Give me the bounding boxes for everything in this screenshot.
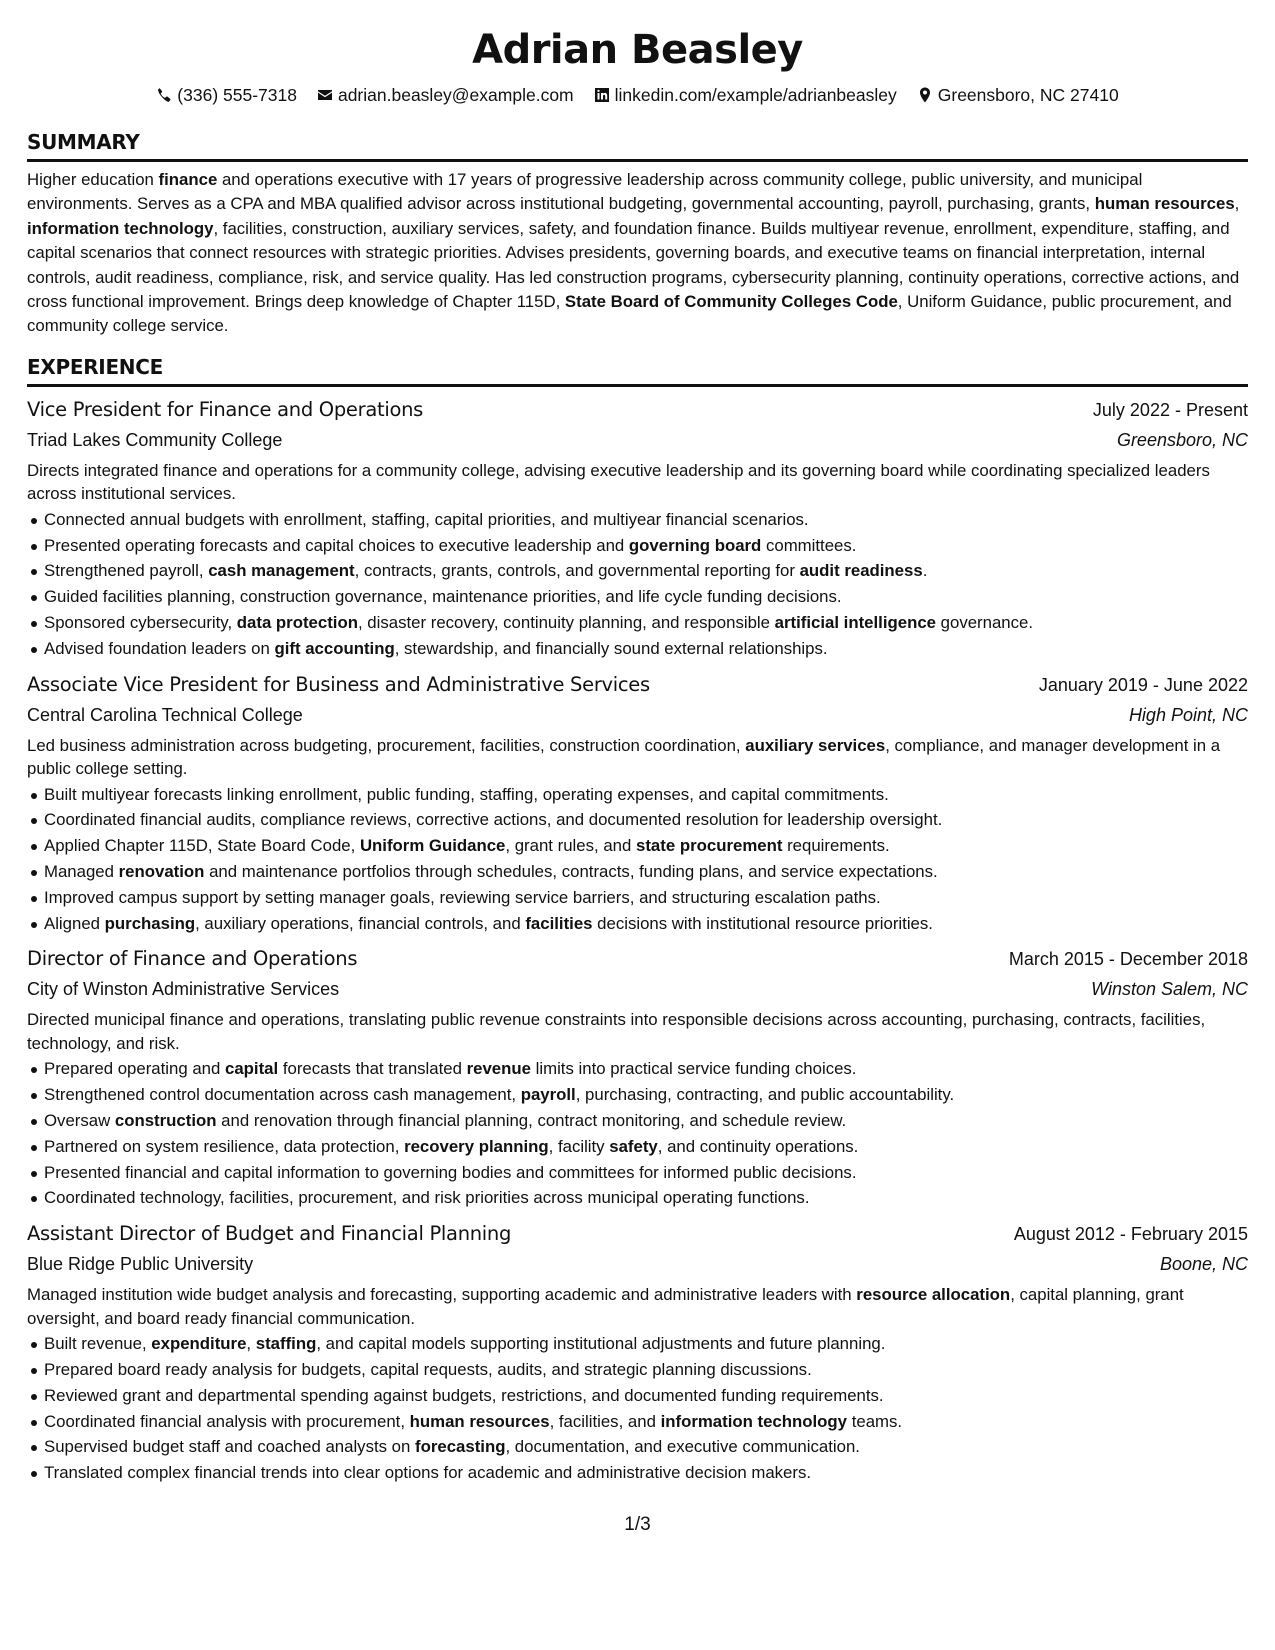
job-title: Vice President for Finance and Operations bbox=[27, 397, 424, 421]
bullet-item: Presented operating forecasts and capital choices to executive leadership and governing board committees. bbox=[27, 533, 1248, 559]
page-indicator: 1/3 bbox=[624, 1514, 651, 1535]
job-bullets bbox=[27, 782, 1248, 937]
job-title: Director of Finance and Operations bbox=[27, 947, 358, 971]
map-pin-icon bbox=[917, 87, 933, 103]
keyword-emphasis: safety bbox=[609, 1136, 658, 1156]
summary-paragraph: Higher education finance and operations executive with 17 years of progressive leadership across community college, public university, and municipal environments. Serves as a CPA and MBA qualified advisor across institutional budgeting, governmental accounting, payroll, purchasing, grants, human resources, information technology, facilities, construction, auxiliary services, safety, and foundation finance. Builds multiyear revenue, enrollment, expenditure, staffing, and capital scenarios that connect resources with strategic priorities. Advises presidents, governing boards, and executive teams on financial interpretation, internal controls, audit readiness, compliance, risk, and service quality. Has led construction programs, cybersecurity planning, continuity operations, corrective actions, and cross functional improvement. Brings deep knowledge of Chapter 115D, State Board of Community Colleges Code, Uniform Guidance, public procurement, and community college service. bbox=[27, 170, 1240, 336]
keyword-emphasis: information technology bbox=[660, 1411, 848, 1431]
keyword-emphasis: purchasing bbox=[104, 913, 196, 933]
bullet-item: Presented financial and capital information to governing bodies and committees for informed public decisions. bbox=[27, 1160, 1248, 1186]
bullet-item: Strengthened payroll, cash management, contracts, grants, controls, and governmental reporting for audit readiness. bbox=[27, 558, 1248, 584]
envelope-icon bbox=[317, 87, 333, 103]
keyword-emphasis: revenue bbox=[466, 1059, 531, 1079]
bullet-item: Supervised budget staff and coached analysts on forecasting, documentation, and executive communication. bbox=[27, 1434, 1248, 1460]
keyword-emphasis: payroll bbox=[520, 1085, 576, 1105]
keyword-emphasis: capital bbox=[225, 1059, 279, 1079]
job-header bbox=[27, 395, 1248, 425]
location-text: Greensboro, NC 27410 bbox=[937, 85, 1119, 105]
job-location: Boone, NC bbox=[1159, 1254, 1248, 1275]
job-bullets bbox=[27, 1056, 1248, 1211]
job-entry bbox=[27, 1219, 1248, 1486]
keyword-emphasis: audit readiness bbox=[799, 561, 923, 581]
bullet-item: Managed renovation and maintenance portfolios through schedules, contracts, funding plans, and service expectations. bbox=[27, 859, 1248, 885]
bullet-item: Prepared operating and capital forecasts that translated revenue limits into practical service funding choices. bbox=[27, 1056, 1248, 1082]
job-header bbox=[27, 670, 1248, 700]
bullet-item: Guided facilities planning, construction governance, maintenance priorities, and life cycle funding decisions. bbox=[27, 584, 1248, 610]
keyword-emphasis: renovation bbox=[118, 862, 205, 882]
bullet-item: Oversaw construction and renovation through financial planning, contract monitoring, and schedule review. bbox=[27, 1108, 1248, 1134]
bullet-item: Connected annual budgets with enrollment, staffing, capital priorities, and multiyear financial scenarios. bbox=[27, 507, 1248, 533]
bullet-item: Partnered on system resilience, data protection, recovery planning, facility safety, and continuity operations. bbox=[27, 1134, 1248, 1160]
bullet-item: Translated complex financial trends into clear options for academic and administrative decision makers. bbox=[27, 1460, 1248, 1486]
keyword-emphasis: facilities bbox=[525, 913, 593, 933]
keyword-emphasis: human resources bbox=[409, 1411, 550, 1431]
bullet-item: Advised foundation leaders on gift accounting, stewardship, and financially sound external relationships. bbox=[27, 636, 1248, 662]
keyword-emphasis: Uniform Guidance bbox=[359, 836, 506, 856]
phone-icon bbox=[156, 87, 172, 103]
job-bullets bbox=[27, 1331, 1248, 1486]
contact-phone bbox=[156, 82, 297, 108]
keyword-emphasis: finance bbox=[158, 170, 218, 189]
job-bullets bbox=[27, 507, 1248, 662]
job-header bbox=[27, 1219, 1248, 1249]
keyword-emphasis: forecasting bbox=[415, 1437, 506, 1457]
phone-text: (336) 555-7318 bbox=[177, 85, 297, 105]
bullet-item: Applied Chapter 115D, State Board Code, Uniform Guidance, grant rules, and state procurement requirements. bbox=[27, 833, 1248, 859]
job-subheader bbox=[27, 1249, 1248, 1279]
job-organization: Triad Lakes Community College bbox=[27, 429, 283, 450]
bullet-item: Built revenue, expenditure, staffing, and capital models supporting institutional adjustments and future planning. bbox=[27, 1331, 1248, 1357]
job-header bbox=[27, 944, 1248, 974]
bullet-item: Strengthened control documentation across cash management, payroll, purchasing, contracting, and public accountability. bbox=[27, 1082, 1248, 1108]
bullet-item: Sponsored cybersecurity, data protection, disaster recovery, continuity planning, and responsible artificial intelligence governance. bbox=[27, 610, 1248, 636]
job-location: Greensboro, NC bbox=[1116, 429, 1248, 450]
linkedin-icon bbox=[594, 87, 610, 103]
job-subheader bbox=[27, 700, 1248, 730]
contact-bar bbox=[27, 82, 1248, 108]
job-description: Directs integrated finance and operations for a community college, advising executive leadership and its governing board while coordinating specialized leaders across institutional services. bbox=[27, 460, 1210, 504]
job-description: Directed municipal finance and operations, translating public revenue constraints into responsible decisions across accounting, purchasing, contracts, facilities, technology, and risk. bbox=[27, 1010, 1206, 1053]
bullet-item: Prepared board ready analysis for budgets, capital requests, audits, and strategic planning discussions. bbox=[27, 1357, 1248, 1383]
job-description: Led business administration across budgeting, procurement, facilities, construction coordination, auxiliary services, compliance, and manager development in a public college setting. bbox=[27, 735, 1221, 779]
job-entry bbox=[27, 944, 1248, 1211]
keyword-emphasis: expenditure bbox=[151, 1334, 247, 1354]
job-dates: August 2012 - February 2015 bbox=[1013, 1224, 1248, 1245]
keyword-emphasis: auxiliary services bbox=[745, 735, 886, 755]
bullet-item: Aligned purchasing, auxiliary operations, financial controls, and facilities decisions with institutional resource priorities. bbox=[27, 911, 1248, 937]
job-subheader bbox=[27, 974, 1248, 1004]
keyword-emphasis: human resources bbox=[1094, 194, 1235, 214]
keyword-emphasis: state procurement bbox=[636, 836, 783, 856]
email-text: adrian.beasley@example.com bbox=[337, 85, 574, 105]
candidate-name: Adrian Beasley bbox=[472, 27, 803, 73]
bullet-item: Reviewed grant and departmental spending against budgets, restrictions, and documented funding requirements. bbox=[27, 1383, 1248, 1409]
experience-list bbox=[27, 395, 1248, 1486]
keyword-emphasis: gift accounting bbox=[274, 638, 395, 658]
keyword-emphasis: cash management bbox=[208, 561, 355, 581]
contact-location bbox=[917, 82, 1119, 108]
job-title: Assistant Director of Budget and Financial Planning bbox=[27, 1222, 512, 1246]
bullet-item: Coordinated financial analysis with procurement, human resources, facilities, and information technology teams. bbox=[27, 1409, 1248, 1435]
keyword-emphasis: information technology bbox=[27, 218, 214, 238]
job-organization: City of Winston Administrative Services bbox=[27, 979, 340, 1000]
bullet-item: Coordinated technology, facilities, procurement, and risk priorities across municipal operating functions. bbox=[27, 1185, 1248, 1211]
job-entry bbox=[27, 670, 1248, 937]
keyword-emphasis: staffing bbox=[255, 1334, 317, 1354]
job-dates: March 2015 - December 2018 bbox=[1008, 949, 1248, 970]
job-entry bbox=[27, 395, 1248, 662]
bullet-item: Improved campus support by setting manager goals, reviewing service barriers, and structuring escalation paths. bbox=[27, 885, 1248, 911]
job-location: Winston Salem, NC bbox=[1091, 979, 1248, 1000]
job-organization: Central Carolina Technical College bbox=[27, 704, 303, 725]
job-dates: July 2022 - Present bbox=[1092, 399, 1248, 420]
bullet-item: Coordinated financial audits, compliance reviews, corrective actions, and documented resolution for leadership oversight. bbox=[27, 807, 1248, 833]
keyword-emphasis: artificial intelligence bbox=[774, 613, 936, 633]
summary-heading: SUMMARY bbox=[27, 128, 1248, 162]
keyword-emphasis: recovery planning bbox=[404, 1136, 549, 1156]
job-subheader bbox=[27, 425, 1248, 455]
experience-heading: EXPERIENCE bbox=[27, 353, 1248, 387]
keyword-emphasis: State Board of Community Colleges Code bbox=[564, 292, 898, 312]
keyword-emphasis: governing board bbox=[628, 535, 762, 555]
keyword-emphasis: data protection bbox=[236, 613, 358, 633]
keyword-emphasis: resource allocation bbox=[856, 1285, 1011, 1305]
keyword-emphasis: construction bbox=[114, 1111, 217, 1130]
contact-email[interactable] bbox=[317, 82, 574, 108]
job-title: Associate Vice President for Business and Administrative Services bbox=[27, 672, 650, 696]
job-organization: Blue Ridge Public University bbox=[27, 1254, 254, 1275]
job-dates: January 2019 - June 2022 bbox=[1038, 674, 1248, 695]
bullet-item: Built multiyear forecasts linking enrollment, public funding, staffing, operating expenses, and capital commitments. bbox=[27, 782, 1248, 808]
job-description: Managed institution wide budget analysis and forecasting, supporting academic and administrative leaders with resource allocation, capital planning, grant oversight, and board ready financial communication. bbox=[27, 1285, 1184, 1328]
linkedin-text: linkedin.com/example/adrianbeasley bbox=[614, 85, 897, 105]
job-location: High Point, NC bbox=[1128, 704, 1248, 725]
contact-linkedin[interactable] bbox=[594, 82, 897, 108]
